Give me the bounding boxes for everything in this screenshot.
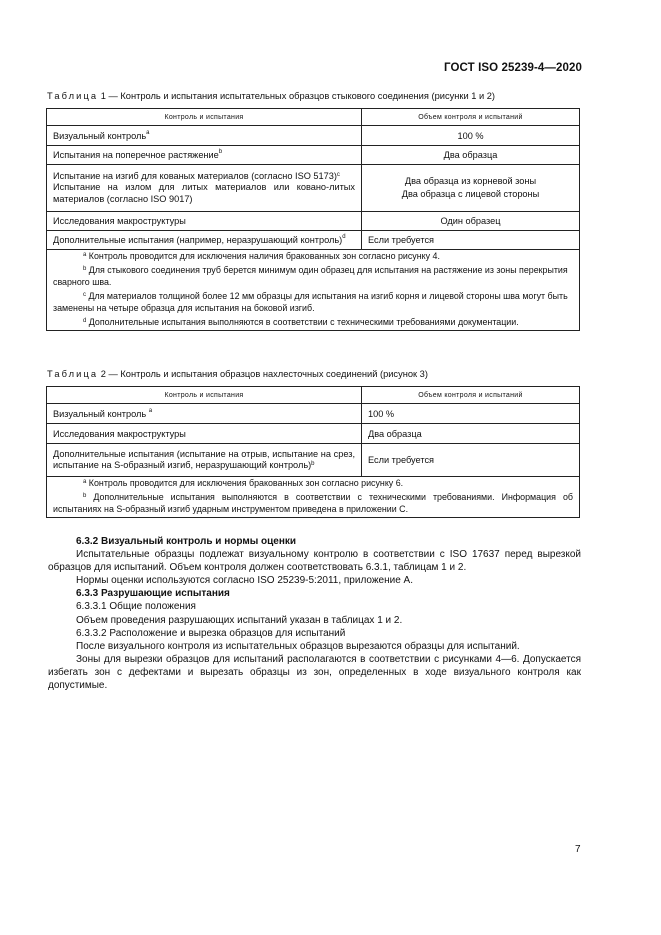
section-heading-6-3-2: 6.3.2 Визуальный контроль и нормы оценки <box>76 536 297 547</box>
table1-header-row <box>47 109 580 126</box>
table2-footnotes <box>47 477 580 518</box>
footnote: $^b$ Для стыкового соединения труб берется минимум один образец для испытания на растяжение из зоны перекрытия сварного шва. <box>53 265 568 287</box>
paragraph: Испытательные образцы подлежат визуальному контролю в соответствии с ISO 17637 перед вырезкой образцов для испытаний. Объем контроля должен соответствовать 6.3.1, таблицам 1 и 2. <box>48 549 581 574</box>
table-row <box>47 146 580 165</box>
table1-col-header-test: Контроль и испытания <box>47 109 362 126</box>
table-cell: Два образца из корневой зоны Два образца с лицевой стороны <box>362 165 580 212</box>
table-cell: Дополнительные испытания (например, неразрушающий контроль)$^d$ <box>47 231 362 250</box>
table-cell: Испытания на поперечное растяжение$^b$ <box>47 146 362 165</box>
table-cell: Два образца <box>362 146 580 165</box>
table1-caption-text: 1 — Контроль и испытания испытательных образцов стыкового соединения (рисунки 1 и 2) <box>98 91 496 101</box>
table-row <box>47 424 580 444</box>
table1 <box>46 108 580 331</box>
table2-caption-prefix: Таблица <box>47 369 99 379</box>
table2-footnotes-row <box>47 477 580 518</box>
table-row <box>47 231 580 250</box>
table-cell: Дополнительные испытания (испытание на отрыв, испытание на срез, испытание на S-образный изгиб, неразрушающий контроль)$^b$ <box>47 444 362 477</box>
table-cell: Испытание на изгиб для кованых материалов (согласно ISO 5173)$^c$ Испытание на излом для литых материалов или ковано-литых материалов (согласно ISO 9017) <box>47 165 362 212</box>
table-cell: Два образца <box>362 424 580 444</box>
footnote: $^b$ Дополнительные испытания выполняются в соответствии с техническими требованиями. Информация об испытаниях на S-образный изгиб ударным инструментом приведена в приложении С. <box>53 492 573 514</box>
footnote: $^c$ Для материалов толщиной более 12 мм образцы для испытания на изгиб корня и лицевой стороны шва могут быть заменены на четыре образца для испытания на боковой изгиб. <box>53 291 568 313</box>
table-cell: 100 % <box>362 404 580 424</box>
table2 <box>46 386 580 518</box>
table-cell: Исследования макроструктуры <box>47 212 362 231</box>
table-cell: Если требуется <box>362 444 580 477</box>
section-body <box>48 535 581 692</box>
subsection-heading: 6.3.3.2 Расположение и вырезка образцов для испытаний <box>76 627 346 639</box>
table1-col-header-scope: Объем контроля и испытаний <box>362 109 580 126</box>
table1-footnotes-row <box>47 250 580 331</box>
table-row <box>47 212 580 231</box>
table-cell: 100 % <box>362 126 580 146</box>
footnote: $^d$ Дополнительные испытания выполняются в соответствии с техническими требованиями документации. <box>83 317 519 327</box>
page-number: 7 <box>575 844 581 855</box>
table1-footnotes <box>47 250 580 331</box>
table-cell: Визуальный контроль $^a$ <box>47 404 362 424</box>
table2-col-header-scope: Объем контроля и испытаний <box>362 387 580 404</box>
table-row <box>47 126 580 146</box>
table2-caption-text: 2 — Контроль и испытания образцов нахлесточных соединений (рисунок 3) <box>98 369 428 379</box>
paragraph: Нормы оценки используются согласно ISO 25239-5:2011, приложение А. <box>76 575 413 587</box>
table-row <box>47 165 580 212</box>
table2-header-row <box>47 387 580 404</box>
table-cell: Если требуется <box>362 231 580 250</box>
table1-caption-prefix: Таблица <box>47 91 99 101</box>
paragraph: После визуального контроля из испытательных образцов вырезаются образцы для испытаний. <box>76 640 520 652</box>
footnote: $^a$ Контроль проводится для исключения наличия бракованных зон согласно рисунку 4. <box>83 251 440 261</box>
table-row <box>47 444 580 477</box>
table-cell: Исследования макроструктуры <box>47 424 362 444</box>
table1-caption <box>47 91 495 101</box>
footnote: $^a$ Контроль проводится для исключения бракованных зон согласно рисунку 6. <box>83 478 404 488</box>
paragraph: Зоны для вырезки образцов для испытаний располагаются в соответствии с рисунками 4—6. Допускается избегать зон с дефектами и вырезать образцы из зон, определенных в ходе визуального контроля как допустимые. <box>48 653 581 692</box>
paragraph: Объем проведения разрушающих испытаний указан в таблицах 1 и 2. <box>76 614 403 626</box>
subsection-heading: 6.3.3.1 Общие положения <box>76 601 196 613</box>
table-row <box>47 404 580 424</box>
table2-col-header-test: Контроль и испытания <box>47 387 362 404</box>
table-cell: Визуальный контроль$^a$ <box>47 126 362 146</box>
document-code-header: ГОСТ ISO 25239-4—2020 <box>444 62 582 74</box>
table-cell: Один образец <box>362 212 580 231</box>
table2-caption <box>47 369 428 379</box>
section-heading-6-3-3: 6.3.3 Разрушающие испытания <box>76 588 230 600</box>
